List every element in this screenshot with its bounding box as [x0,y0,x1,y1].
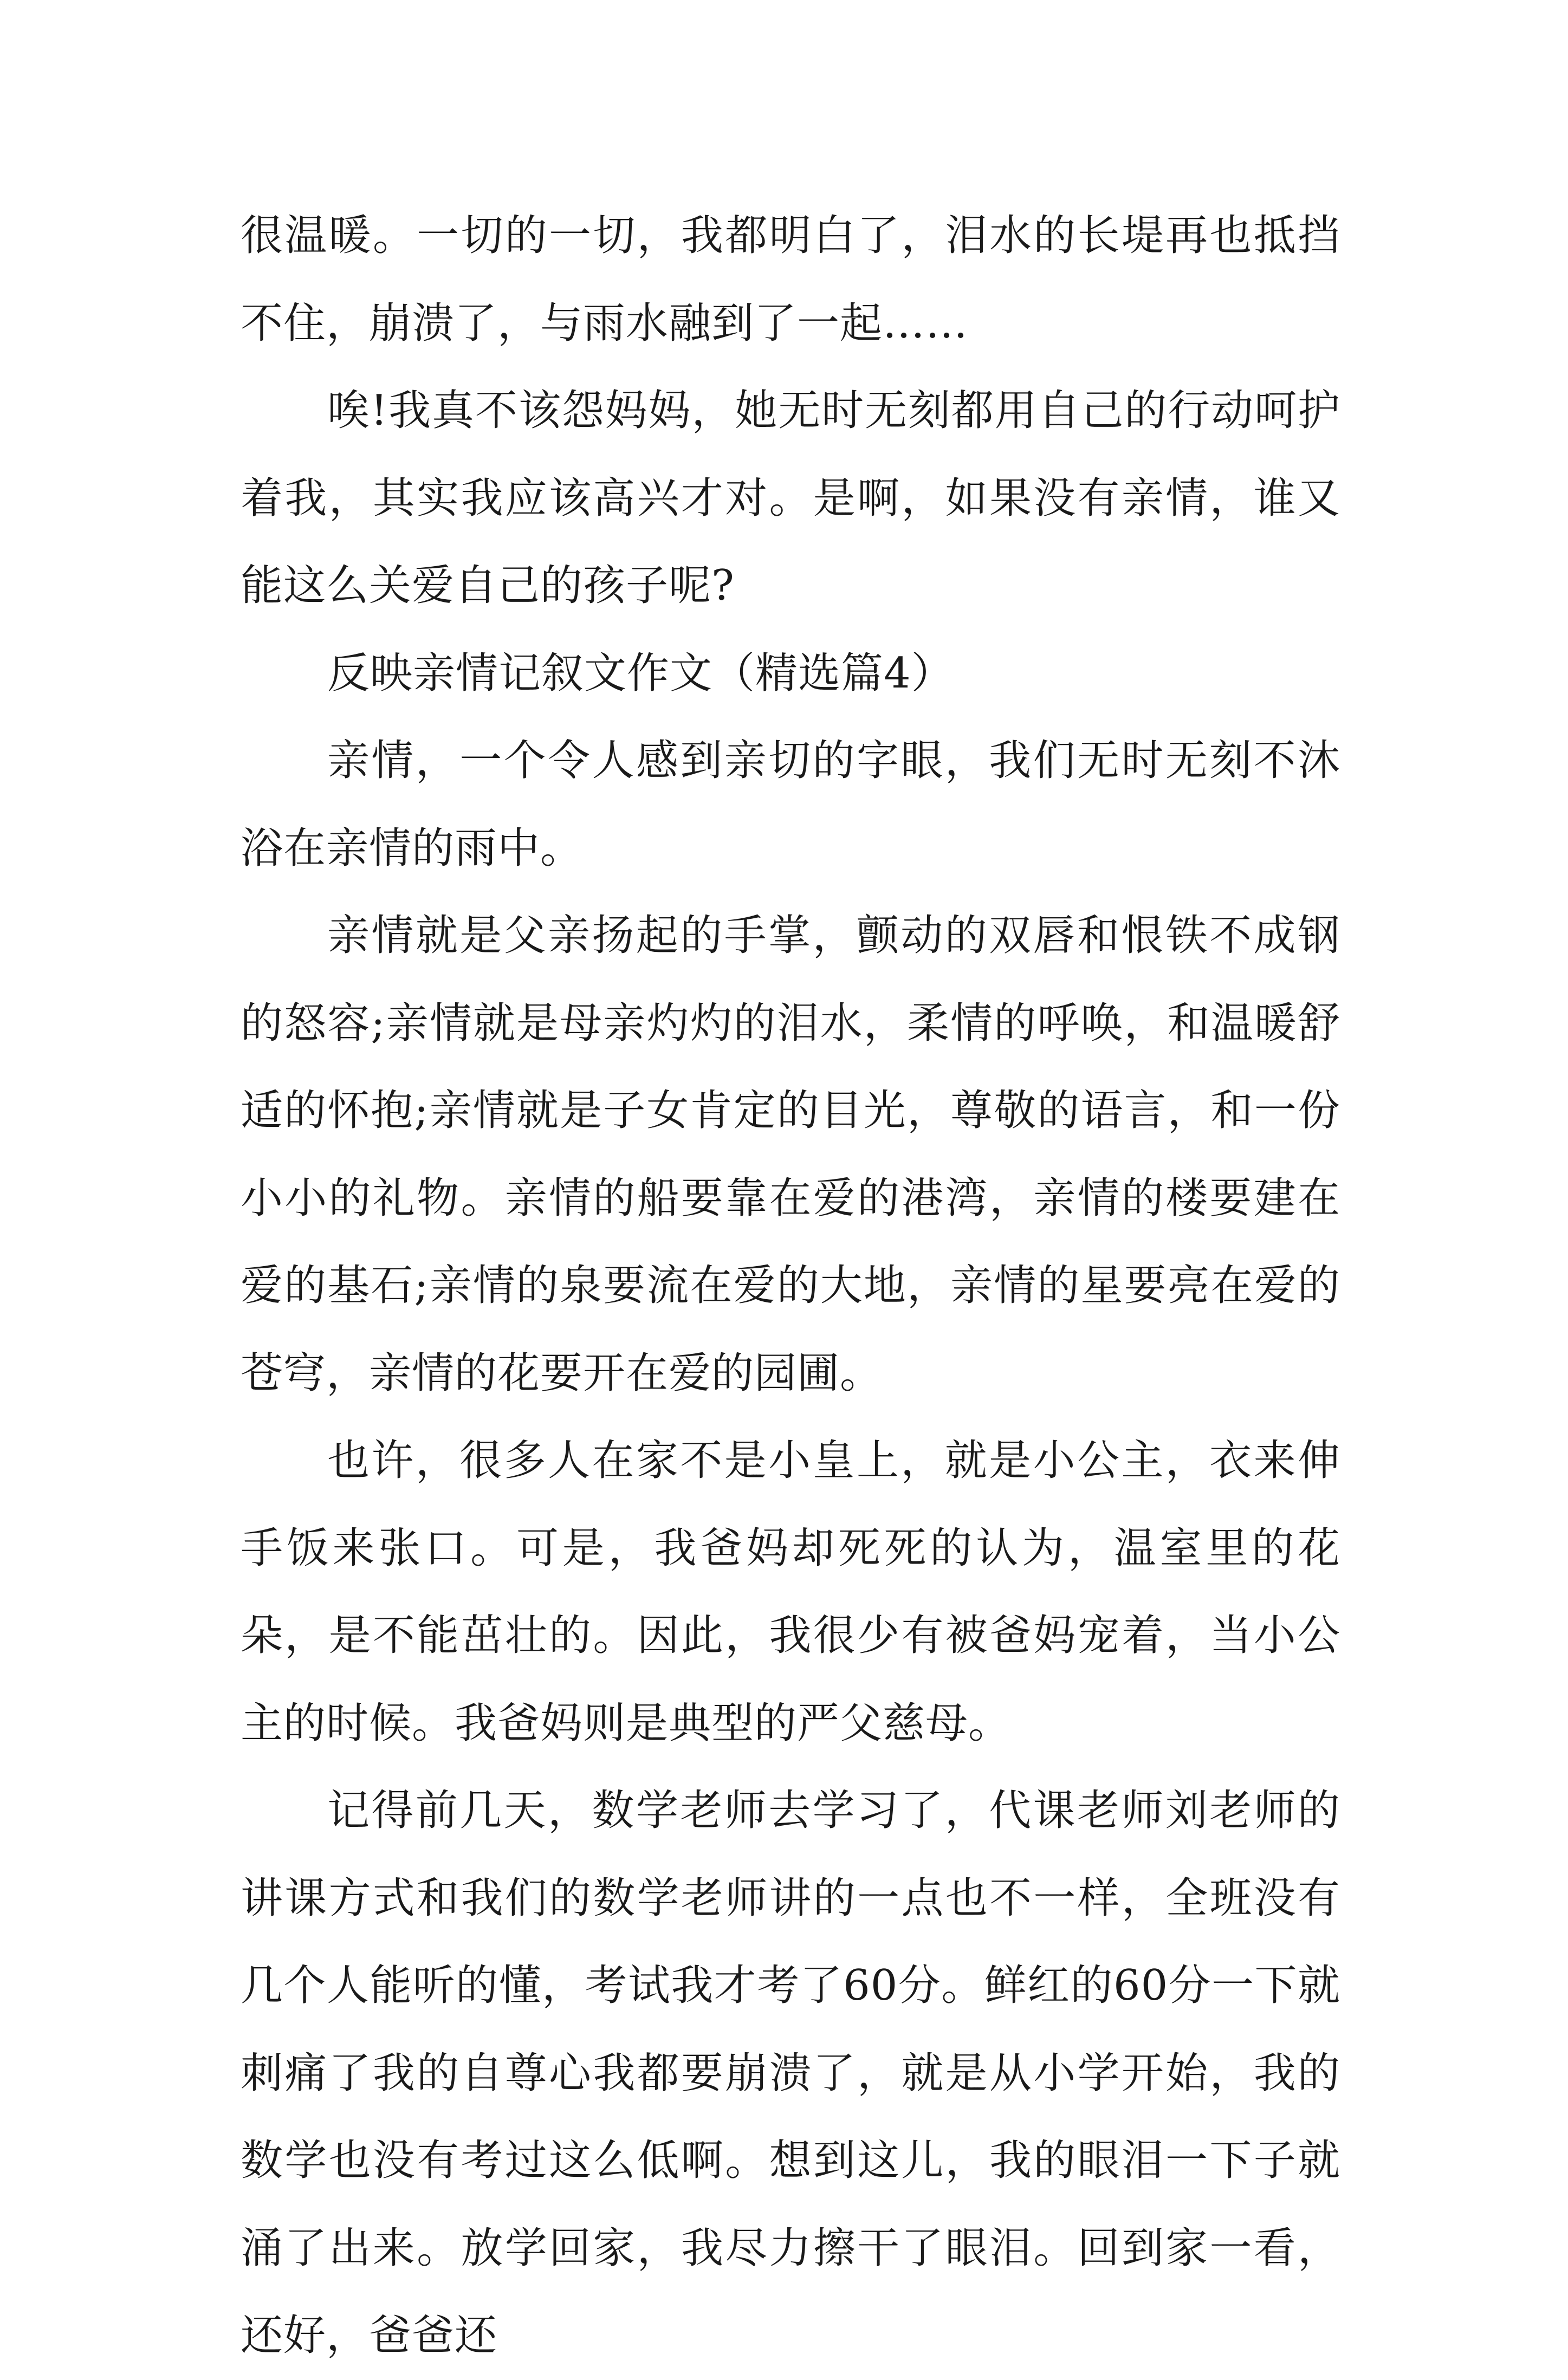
paragraph: 很温暖。一切的一切，我都明白了，泪水的长堤再也抵挡不住，崩溃了，与雨水融到了一起…… [241,211,1340,348]
body-text [241,192,1340,2380]
paragraph: 唉!我真不该怨妈妈，她无时无刻都用自己的行动呵护着我，其实我应该高兴才对。是啊，如果没有亲情，谁又能这么关爱自己的孩子呢? [241,386,1340,610]
paragraph: 亲情，一个令人感到亲切的字眼，我们无时无刻不沐浴在亲情的雨中。 [241,736,1340,873]
section-heading: 反映亲情记叙文作文（精选篇4） [327,648,954,698]
paragraph: 亲情就是父亲扬起的手掌，颤动的双唇和恨铁不成钢的怒容;亲情就是母亲灼灼的泪水，柔情的呼唤，和温暖舒适的怀抱;亲情就是子女肯定的目光，尊敬的语言，和一份小小的礼物。亲情的船要靠在爱的港湾，亲情的楼要建在爱的基石;亲情的泉要流在爱的大地，亲情的星要亮在爱的苍穹，亲情的花要开在爱的园圃。 [241,911,1340,1398]
paragraph: 也许，很多人在家不是小皇上，就是小公主，衣来伸手饭来张口。可是，我爸妈却死死的认为，温室里的花朵，是不能茁壮的。因此，我很少有被爸妈宠着，当小公主的时候。我爸妈则是典型的严父慈母。 [241,1436,1340,1748]
paragraph: 记得前几天，数学老师去学习了，代课老师刘老师的讲课方式和我们的数学老师讲的一点也不一样，全班没有几个人能听的懂，考试我才考了60分。鲜红的60分一下就刺痛了我的自尊心我都要崩溃了，就是从小学开始，我的数学也没有考过这么低啊。想到这儿，我的眼泪一下子就涌了出来。放学回家，我尽力擦干了眼泪。回到家一看，还好，爸爸还 [241,1786,1340,2360]
